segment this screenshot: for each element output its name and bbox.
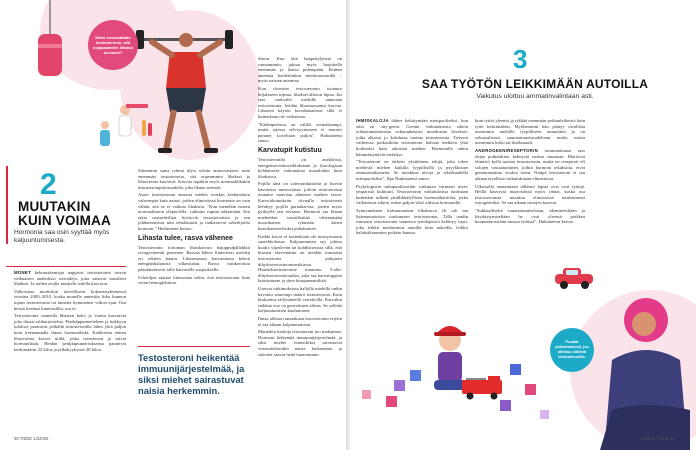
paragraph xyxy=(356,208,468,236)
paragraph xyxy=(356,184,468,206)
red-rule xyxy=(6,166,8,244)
paragraph-text: Testosteronia saaneilla lihasten koko ja voima kasvoivat joka ilman saliharjoittelua. Petekäppunnerteleen ja kukkyyn tulokset paranivat pelkällä testosteronilla lähes yhtä paljon kuin treenaamalla ilman hormonilisää. Kaikkeista eniten lihasvoima kasvoi niillä, jotka treenasivat ja saivat hormonilisää. Heidän penkkipunnerruksensa paranivat keskimäärin 22 kiloa ja jalkakyykynsä 38 kiloa. xyxy=(14,313,126,352)
paragraph-text: Pojilla tänä on siitemiinkittävää ja kurvin kasvaessa murrosiässä, joiloin testosteronin tuotanto nauvitaa aikuisen miehen tason. Karvoitkomuksiin riivualla testosteroni kehittyy pojilla parnakarvaa, joiden myös pyrkiyllä sen arvaana. Hormoni saa lihaan miehenkin suositlisittää vähenemään nuorukaisen ryhmään äänen kurrokaisenvilsiksi pidiakaseen. xyxy=(258,181,342,232)
column-2 xyxy=(138,168,250,288)
paragraph-text: Testosteronin fortoman lihaskasvun hajuppulpällakkui ravogevmentti pienenee. Rasvaa lähtee liimeisesti useiden eri rektien kautta. Lihasmassan kasvaminen kehon energiankulutusta vilkastuttaa. Rasva vainkeroituu pääsääntöisesti tallä kaivuselle suojaukselle. xyxy=(138,244,250,272)
paragraph-text: Kaikki karva ei kuitenkaan ole miesyrmonin suutekkokassa. Kaljuuntumen syy johtuu kuulia ylpeilevän tai kohdistuvasta sillä, että hiusten elaviemmin on meidän runsaasta testosteronia pohjaava dihydrotestosteronireaktiesta. Hiustiektestosteronie muuntuu 5-alfa-dihydrotestosteroniksi, joka saa karvatuppien kutistumaan ja siten hiuspanaaniiltää. xyxy=(258,233,342,284)
paragraph-text: Ulkoisella anatomiaan tälläiset lapset ovat ovat tyttöjä. Heillä kasvavat murrosiässä myös rinnat, koska osa testosteronista muuttuu elimistössä naishormoni estrogeeniksi. Se saa aikaan rintojen kasvun. xyxy=(475,183,585,206)
paragraph-text: Sitoin. Kun tätä happokyljeista on runsaammin, jaksaa myös harjoitella enemmän ja laassa pidempään. Enimm anemiaa hoidettiinkin miesbornoonilla – myös naisten anemiaa. xyxy=(258,56,342,84)
paragraph xyxy=(356,118,468,157)
callout-bubble: Poukat poikamaisesti, jos altistuu sikiönä testosteronille. xyxy=(550,328,594,372)
paragraph-text: Ilmaa aihttaa runsaakaan testosteronin eriyiin ei saa aikaan kaljuuntumista. xyxy=(258,315,342,327)
paragraph-text: "Kädenpuristus on välillä voimakaampi, mutta arjessa selviytymiseen ei muutos paraner koveltaan paljon", Huhtaniemi sanoo. xyxy=(258,121,342,144)
paragraph-runin: MONET xyxy=(14,270,32,275)
column-3 xyxy=(258,56,342,359)
toy-block xyxy=(500,400,511,411)
toy-car xyxy=(555,268,593,289)
paragraph-text: Psykologisiin sukupuolieroihin vaikuttaa varmasti myös ympäristö kulttuuri. Testosteronin vaikutuksista tuttiinaan kuitenkin selkeät yhdilikkäfyllisen hormonihäiriöitä, jotka vaikuttavat sikiön, miten paljon sikiö altistuu hormonille. xyxy=(356,183,468,206)
paragraph-text: Asuet testosteronin annosta miehet ovatkin keskimäärin vahvempia kuin naiset, joiden elimistössä hormonia on vain vähän, sitä se ei vaikuta lihaksiin. "Kun meneläin naisen normaalitason yläpuolelle, vaikutus rupeaa näkymään. Sen takia naisurheilijat hyötyvät testosteronista ja sen johdannaisista niin tehokkaasti ja rankaisevat urheilijoilta hormoni." Hultuniemi kertoo. xyxy=(138,192,250,231)
test-tube xyxy=(142,120,146,136)
section-lead: Vaikutus ulottuu ammatinvalintaan asti. xyxy=(476,93,594,100)
left-page xyxy=(0,0,346,450)
paragraph-text: Testosteronilla on anabolisia, energiahoventowaikluksiaan ja fysiologisan kohdattavia vaikutuksia muualiakin kuin lihaksissa. xyxy=(258,156,342,179)
paragraph xyxy=(14,289,126,311)
toy-block xyxy=(394,380,405,391)
red-rule xyxy=(138,346,250,347)
paragraph xyxy=(258,181,342,231)
syringe xyxy=(126,104,148,108)
paragraph xyxy=(475,148,585,182)
section-lead: Hormonia saa osin syyttää myös kaljuuntumisesta. xyxy=(14,229,110,244)
column-1 xyxy=(14,270,126,354)
subheading: Lihasta tulee, rasva vähenee xyxy=(138,234,233,242)
section-title-line-2: KUIN VOIMAA xyxy=(18,213,111,228)
toy-block xyxy=(362,390,371,399)
paragraph xyxy=(258,234,342,284)
column-2 xyxy=(475,118,585,227)
paragraph xyxy=(258,56,342,84)
toy-block xyxy=(540,410,549,419)
gym-illustration xyxy=(30,0,260,165)
paragraph-text: toimimattuuus taas ohjaa poikasikiön kehitystä naisen suuntaan. Häiriössä elimistö kyllä tuottaa testosteronia, mutta ne reseptorit eli solujen vastaanottimet, joihin hormoni tekuksiita, eivät genominaattuo vuokot toimi. Niinpä testosteroni ei saa aikaan tavallisia vaikutuksiaan elimistössä. xyxy=(475,147,585,181)
column-1 xyxy=(356,118,468,238)
toy-fire-truck xyxy=(462,376,502,400)
section-number: 3 xyxy=(513,44,528,74)
paragraph-text: lähtee kehittymään miespuoliseksi, kun siitä on ony-geeni. Geenin vaikutuksesta sikiön erilaistumattomista sukurauhasista muodostuu kivekset, jotka alkavat jo kohdussa tuottaa testosteronia. Tietyssä vaiheessa poikasikiön testosteroni kohoaa melkein yhtä korkeaksi kuin aikuisen miehen. Hormonilla onkin hämmästyttäviä merkitys. xyxy=(356,118,468,157)
toy-block xyxy=(386,396,397,407)
playroom-illustration xyxy=(350,260,696,450)
red-rule xyxy=(6,266,126,267)
paragraph-text: kuin tyttöt yleensä ja tykkää enemmän poikuuleikeistä kuin tytöt keskimäärin. Myöhemmin hän päätyy tavallista useammin miehille tyypilliseen ammattiin ja on seksuaalisesti suuntautuneisuudeltaan muita naisia useammin lesbo tai biseksuaali. xyxy=(475,118,585,146)
callout-bubble: Miksi ensinnäkään testosteronia, sitä nojapaaminin liikaksi kuvioksi? xyxy=(88,20,138,70)
paragraph-text: Kun tiivesten testosteronin tuotanto hiljalaseen tripsua, lihakset alkavat hipua. Jos taas vanhoille miehille annetaan testosteronia, heidän lihasmassansa kasvaa. Lihasten käytön koordinaatioon sillä ei kuitenkaan ole vaikutusta. xyxy=(258,85,342,119)
toy-block xyxy=(410,370,421,381)
toy-block xyxy=(525,384,536,395)
paragraph-text: kehonrakentajat nappivat testosteronin tavoin valkuaisen anabolisia steroideja, jotta saisivat muskleet lihakset. Ja niiden avulla muskelit todella kasvavat. xyxy=(14,270,126,287)
paragraph-text: Urheilijaa saattaa liiinnostaa sekin, että testosteronin lisää veren hemoglobiinia. xyxy=(138,274,250,286)
section-title-line-1: MUUTAKIN xyxy=(18,199,91,214)
paragraph-runin: IHMISKALOJA xyxy=(356,118,389,123)
paragraph xyxy=(356,159,468,181)
paragraph-text: Muutakin haittoja testosteroni tuo mukanaan. Hormoni heikentää immuunijärjestelmää, ja siksi miehet esimerkiksi sairastuvat virusinfektioihin naisia herkemmin ja sokottet saavat heitä huonommin. xyxy=(258,329,342,357)
paragraph xyxy=(258,122,342,144)
section-title: SAA TYÖTÖN LEIKKIMÄÄN AUTOILLA xyxy=(421,77,649,91)
paragraph-text: "Sukkaalliselta suuntautumiseltaan, identiteetiltään ja käyttäytymiseltään he ovat yleensä poikkea huomattavastäini muista tytöistä", Huhtaniemi kertoo. xyxy=(475,207,585,225)
paragraph xyxy=(138,192,250,231)
page-folio: 30 TIEDE 14/2020 xyxy=(14,436,49,441)
right-page xyxy=(350,0,696,450)
subheading: Karvatupit kutistuu xyxy=(258,146,322,154)
section-number: 2 xyxy=(40,168,57,201)
page-folio: 14/2020 TIEDE 31 xyxy=(640,436,675,441)
paragraph-text: Sittemmin sama ryhmä tilysi selvän annosvasteen: mitä enemmän testosteronia, sitä nopeammin lihakset ja lihasvoima kasvavat. Kasvua tapahtui myös normaalilikakin testosteronipitoisuudella, joka lihaan treenoli. xyxy=(138,168,250,190)
paragraph xyxy=(14,270,126,287)
paragraph xyxy=(258,157,342,179)
paragraph xyxy=(475,184,585,206)
paragraph xyxy=(258,286,342,314)
paragraph xyxy=(258,329,342,357)
paragraph-text: Synnynnäinen lisämunuaisen liikakasvu eli cah saa lisämunuaisissa tuottamaan testosteronia. Tällä taudin runsaasti testosteronia saaneista tyttölapsista kehittyy lapsi, joka leikkii mielummin autoilla kuin nukeilla, leikkii haluksikaasmien poikien kanssa. xyxy=(356,207,468,236)
punching-bag xyxy=(38,34,62,76)
pull-quote: Testosteroni heikentää immuunijärjestelmää, ja siksi miehet sairastuvat naisia herkemmin. xyxy=(138,352,245,396)
paragraph xyxy=(138,168,250,190)
paragraph xyxy=(138,275,250,286)
toy-block xyxy=(510,364,521,375)
paragraph xyxy=(14,313,126,352)
paragraph-text: Valkoisuus moittittiin tieteellisesti kokonaisyksenessä vuosina 2000–2010, koska monelle annettiin liiko kunnon tujaus testosteronia tai lumetta kymmenen viikon ajan. Osa heistä treenasi kuntosalilla, osa ei. xyxy=(14,288,126,311)
paragraph xyxy=(475,118,585,146)
paragraph xyxy=(475,208,585,225)
paragraph-text: Useissa tutkimuksissa hallyllä miehillä onkin havaittu suurempi määrä testosteronia. Kuin hiuksensa säilyttäneillä verrokeilla. Karvakin saikkaa vuo on geneettinen alttius. Se selittää kaljuuntumisen kuuluminen. xyxy=(258,285,342,314)
paragraph xyxy=(258,86,342,120)
paragraph xyxy=(138,245,250,273)
paragraph-runin: ANDROGEENIRESEPTORIN xyxy=(475,147,538,153)
paragraph xyxy=(258,316,342,327)
paragraph-text: "Testosteroni on tärkein yksittäinen tekijä, joka tekee miehestä miehen kaikilla tyypillisillä ja psyykkisine ominaisuuksineen. Se muokkaa aivoja jo sikiökaudella miespuolisiksi", Ilpo Huhtaniemi sanoo. xyxy=(356,159,468,181)
